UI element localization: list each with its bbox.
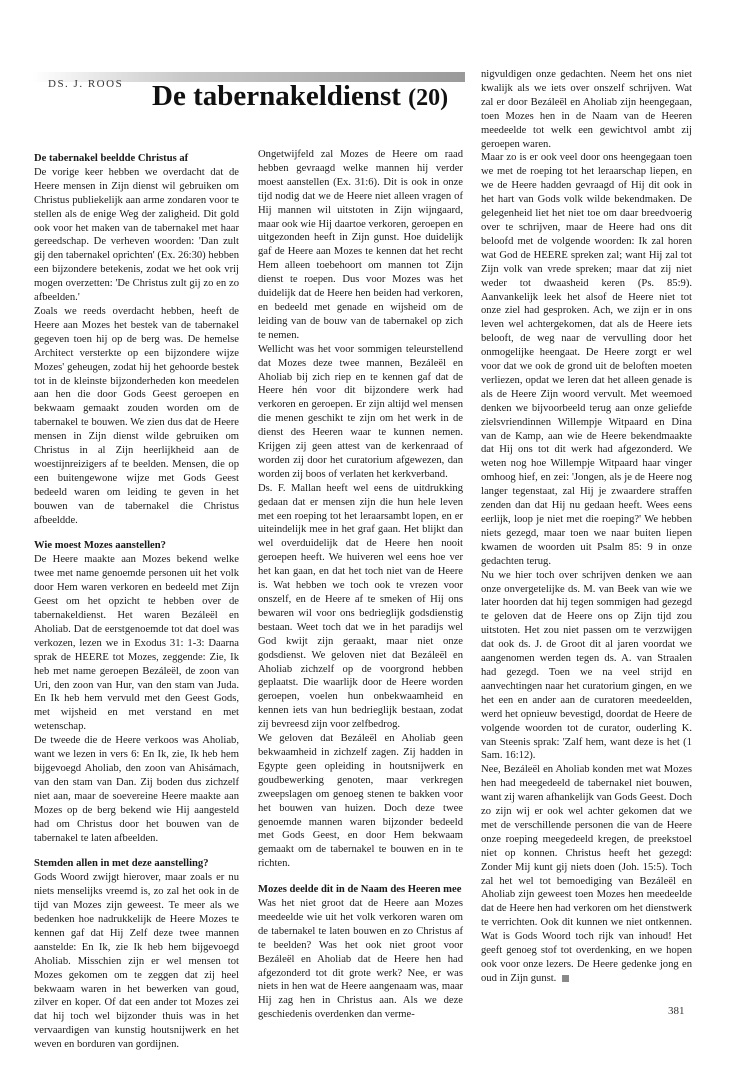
column-3 [481, 68, 692, 986]
section-heading: Mozes deelde dit in de Naam des Heeren mee [258, 884, 462, 896]
body-paragraph: Gods Woord zwijgt hierover, maar zoals er nu niets menselijks vreemd is, zo zal het ook in de tijd van Mozes zijn geweest. Te meer als we bedenken hoe nadrukkelijk de Heere Mozes te kennen gaf dat Hij Zelf deze twee mannen aanstelde: En Ik, zie Ik heb hem bijgevoegd Aholiab. Misschien zijn er wel mensen tot Mozes gekomen om te zeggen dat zij heel bekwaam waren in het bewerken van goud, zilver en koper. Of dat een ander tot Mozes zei dat hij toch wel bijzonder thuis was in het vervaardigen van kunstig houtsnijwerk en het weven en borduren van gordijnen. [34, 872, 239, 1051]
article-title [152, 78, 468, 116]
body-paragraph: Wellicht was het voor sommigen teleurstellend dat Mozes deze twee mannen, Bezáleël en Aholiab bij zich riep en te kennen gaf dat de Heere hén voor dit bijzondere werk had verkoren en geroepen. Er zijn altijd wel mensen die menen geschikt te zijn om het werk in de dienst des Heeren waar te kunnen nemen. Krijgen zij geen attest van de kerkenraad of worden zij door het curatorium afgewezen, dan worden zij boos of verlaten het kerkverband. [258, 343, 463, 480]
body-paragraph: De tweede die de Heere verkoos was Aholiab, want we lezen in vers 6: En Ik, zie, Ik heb hem bijgevoegd Aholiab, den zoon van Ahisámach, van den stam van Dan. Zij boden dus zichzelf niet aan, maar de soevereine Heere maakte aan Mozes op de berg bekend wie Hij aangesteld had om Christus door het bouwen van de tabernakel te laten afbeelden. [34, 735, 239, 844]
body-paragraph: We geloven dat Bezáleël en Aholiab geen bekwaamheid in zichzelf zagen. Zij hadden in Egypte geen opleiding in houtsnijwerk en goudbewerking genoten, maar verkregen zweepslagen om genoeg stenen te bakken voor het bouwen van huizen. Doch deze twee genoemde mannen waren bijzonder bedeeld met Gods Geest, en door Hem bekwaam gemaakt om de tabernakel te bouwen en in te richten. [258, 733, 463, 870]
body-paragraph: Maar zo is er ook veel door ons heengegaan toen we met de roeping tot het leraarschap liepen, en we de Heere hadden gevraagd of Hij dit ook in het hart van Gods volk wilde bekendmaken. De gelegenheid liet het niet toe om daar breedvoerig over te schrijven, maar de Heere had ons dit beloofd met de volgende woorden: Ik zal horen wat God de HEERE spreken zal; want Hij zal tot Zijn volk van vrede spreken; maar dat zij niet weder tot dwaasheid keren (Ps. 85:9). Aanvankelijk leek het alsof de Heere niet tot onze ziel had gesproken. Ach, we zijn er in ons leven wel achtergekomen, dat als de Heere iets belooft, de weg naar de vervulling door het onmogelijke heengaat. De Heere zorgt er wel voor dat we ook de grond uit de beloften moeten verliezen, opdat we leren dat het alleen genade is als de Heere Zijn woord vervult. Met weemoed denken we bijvoorbeeld terug aan onze geliefde zielsvriendinnen Willempje Witpaard en Dina van de Kamp, aan wie de Heere bekendmaakte dat Hij ons tot dit werk had afgezonderd. We weten nog hoe Willempje Witpaard haar vinger omhoog hief, en zei: 'Jongen, als je de Heere nog langer tegenstaat, zal Hij je zwaardere straffen zenden dan dat Hij nu gedaan heeft. Wees eens eerlijk, loop je niet met die roeping?' We hebben niets gezegd, maar toen we naar buiten liepen kwamen de woorden uit Psalm 85: 9 in onze gedachten terug. [481, 152, 692, 567]
section-heading: De tabernakel beeldde Christus af [34, 153, 189, 164]
body-paragraph: Zoals we reeds overdacht hebben, heeft de Heere aan Mozes het bestek van de tabernakel gegeven toen hij op de berg was. De hemelse Architect versterkte op een bijzondere wijze Mozes' geheugen, zodat hij het gehoorde bestek tot in de kleinste bijzonderheden kon meedelen aan hen die door Gods Geest geroepen en bekwaam gemaakt zouden worden om de tabernakel te bouwen. We zien dus dat de Heere mensen in Zijn dienst wilde gebruiken om Christus in al Zijn heerlijkheid aan de woestijnreizigers af te beelden. Mensen, die op een buitengewone wijze met Gods Geest bedeeld waren om leiding te geven in het bouwen van de tabernakel die Christus afbeeldde. [34, 305, 239, 526]
author-name: DS. J. ROOS [48, 78, 124, 90]
body-paragraph: Ds. F. Mallan heeft wel eens de uitdrukking gedaan dat er mensen zijn die hun hele leven met een roeping tot het leraarsambt lopen, en er uiteindelijk mee in het graf gaan. Het blijkt dan wel overduidelijk dat de Heere hen nooit geroepen heeft. We huiveren wel eens hoe ver het kan gaan, en dat het toch niet van de Heere is. Wat hebben we toch ook te vrezen voor onszelf, en de Heere af te smeken of Hij ons bewaren wil voor ons bedrieglijk godsdienstig bestaan. Weet toch dat we in het paradijs wel God kwijt zijn geraakt, maar niet onze godsdienst. We geloven niet dat Bezáleël en Aholiab zichzelf op de voorgrond hebben geplaatst. Die waarlijk door de Heere worden geroepen, voelen hun onbekwaamheid en kennen iets van hun bedrieglijk bestaan, zodat zij bevreesd zijn voor zelfbedrog. [258, 482, 463, 731]
body-paragraph: Nee, Bezáleël en Aholiab konden met wat Mozes hen had meegedeeld de tabernakel niet bouwen, want zij waren afhankelijk van Gods Geest. Doch zo zijn wij er ook wel achter gekomen dat we met de verschillende personen die van de Heere onze roeping meegedeeld kregen, de preekstoel niet op konnen. Christus heeft het gezegd: Zonder Mij kunt gij niets doen (Joh. 15:5). Toch zal het wel tot bemoediging van Bezáleël en Aholiab zijn geweest toen Mozes hen meedeelde dat de Heere hen had verkoren om het dienstwerk te verrichten. Ook dit kunnen we niet ontkennen. Wat is Gods Woord toch rijk van inhoud! Het geeft genoeg stof tot overdenking, en we hopen ook voor onze lezers. De Heere gedenke jong en oud in Zijn gunst. [481, 764, 692, 984]
body-paragraph: De Heere maakte aan Mozes bekend welke twee met name genoemde personen uit het volk door Hem waren verkoren en bedeeld met Zijn Geest om het opzicht te hebben over de tabernakeldienst. Het waren Bezáleël en Aholiab. Dat de eerstgenoemde tot dat doel was verkozen, lezen we in Exodus 31: 1-3: Daarna sprak de HEERE tot Mozes, zeggende: Zie, Ik heb met name geroepen Bezáleël, de zoon van Uri, den zoon van Hur, van den stam van Juda. En Ik heb hem vervuld met den Geest Gods, met wijsheid en met verstand en met wetenschap. [34, 554, 239, 733]
title-text: De tabernakeldienst [152, 80, 401, 112]
body-paragraph: Was het niet groot dat de Heere aan Mozes meedeelde wie uit het volk verkoren waren om de tabernakel te laten bouwen en zo Christus af te beelden? Was het ook niet groot voor Bezáleël en Aholiab dat de Heere hen had afgezonderd tot dit grote werk? Nee, er was niets in hen wat de Heere aangenaam was, maar Hij zag hen in Christus aan. Als we deze geschiedenis overdenken dan verme- [258, 898, 463, 1021]
column-1 [34, 148, 239, 1052]
column-2 [258, 148, 463, 1022]
body-paragraph: Ongetwijfeld zal Mozes de Heere om raad hebben gevraagd welke mannen hij verder moest aanstellen (Ex. 31:6). Dit is ook in onze tijd nodig dat we de Heere niet alleen vragen of Hij mannen wil uitstoten in Zijn wijngaard, maar ook wie Hij daartoe verkoren, geroepen en uitgezonden heeft in Zijn gunst. Hoe duidelijk gaf de Heere aan Mozes te kennen dat het recht Hem alleen toebehoort om mannen tot Zijn dienst te roepen. Dus voor Mozes was het duidelijk dat de Heere hen beiden had verkoren, en bedeeld met genade en wijsheid om de leiding van de bouw van de tabernakel op zich te nemen. [258, 149, 463, 341]
title-number: (20) [408, 85, 449, 111]
section-heading: Stemden allen in met deze aanstelling? [34, 858, 209, 870]
body-paragraph: De vorige keer hebben we overdacht dat de Heere mensen in Zijn dienst wil gebruiken om Christus publiekelijk aan arme zondaren voor te stellen als de enige Weg der zaligheid. Dit gold ook voor het maken van de tabernakel met haar gereedschap. De verheven woorden: 'Dan zult gij den tabernakel oprichten' (Ex. 26:30) hebben een bijzondere betekenis, zodat we het ook vrij mogen overzetten: 'De Christus zult gij zo en zo afbeelden.' [34, 166, 239, 304]
body-paragraph: nigvuldigen onze gedachten. Neem het ons niet kwalijk als we iets over onszelf schrijven. Wat zal er door Bezáleël en Aholiab zijn heengegaan, toen Mozes hen in de Naam van de Heeren meedeelde tot welk een gewichtvol ambt zij geroepen waren. [481, 69, 692, 150]
body-paragraph: Nu we hier toch over schrijven denken we aan onze onvergetelijke ds. M. van Beek van wie we later hoorden dat hij tegen sommigen had gezegd te geloven dat de Heere ons op Zijn tijd zou uitstoten. Het zou niet passen om te verzwijgen dat ook ds. J. de Groot dit al jaren voordat we aangenomen werden tegen ds. A. van Straalen had gezegd. Toen we na veel strijd en aanvechtingen naar het curatorium gingen, en we het een en ander aan de curatoren meedeelden, werd het opnieuw bevestigd, doordat de Heere de volgende woorden tot de curator, ouderling K. van Steenis sprak: 'Zalf hem, want deze is het (1 Sam. 16:12). [481, 569, 692, 762]
end-of-article-icon [562, 975, 569, 982]
page-number: 381 [668, 1005, 685, 1017]
section-heading: Wie moest Mozes aanstellen? [34, 540, 166, 552]
